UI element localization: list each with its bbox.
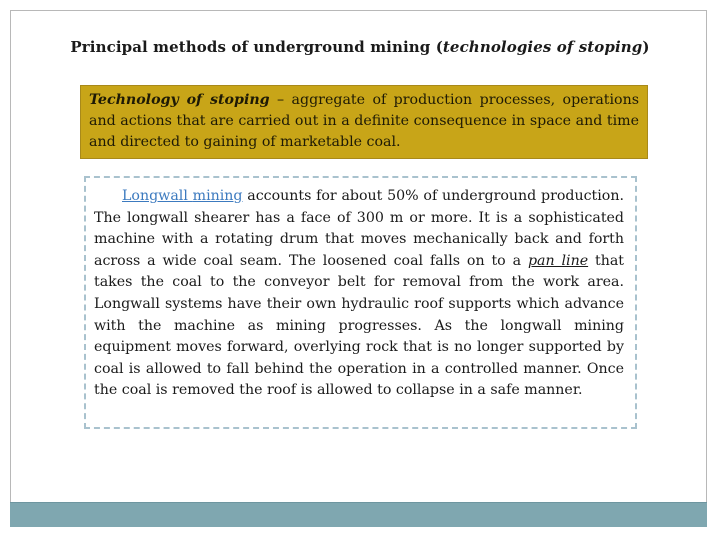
longwall-mining-content-box: [84, 176, 637, 429]
slide-title: [0, 38, 720, 56]
definition-text: – aggregate of production processes, operations and actions that are carried out in a definite consequence in space and time and directed to gaining of marketable coal.: [89, 92, 640, 150]
content-text-1: accounts for about 50% of underground production. The longwall shearer has a face of 300 m or more. It is a sophisticated machine with a rotating drum that moves mechanically back and forth across a wide coal seam. The loosened coal falls on to a: [94, 188, 624, 269]
definition-box: [80, 85, 648, 159]
longwall-link[interactable]: Longwall: [122, 188, 193, 204]
title-end: ): [642, 38, 650, 56]
title-main: Principal methods of underground mining (: [70, 38, 443, 56]
pan-line-term: pan line: [527, 252, 589, 269]
slide-footer-bar: [10, 502, 707, 527]
title-italic: technologies of stoping: [442, 38, 643, 56]
mining-link[interactable]: mining: [192, 188, 243, 204]
content-text-2: that takes the coal to the conveyor belt for removal from the work area. Longwall systems have their own hydraulic roof supports which advance with the machine as mining progresses. As the longwall mining equipment moves forward, overlying rock that is no longer supported by coal is allowed to fall behind the operation in a controlled manner. Once the coal is removed the roof is allowed to collapse in a safe manner.: [94, 252, 624, 399]
definition-term: Technology of stoping: [89, 92, 270, 108]
